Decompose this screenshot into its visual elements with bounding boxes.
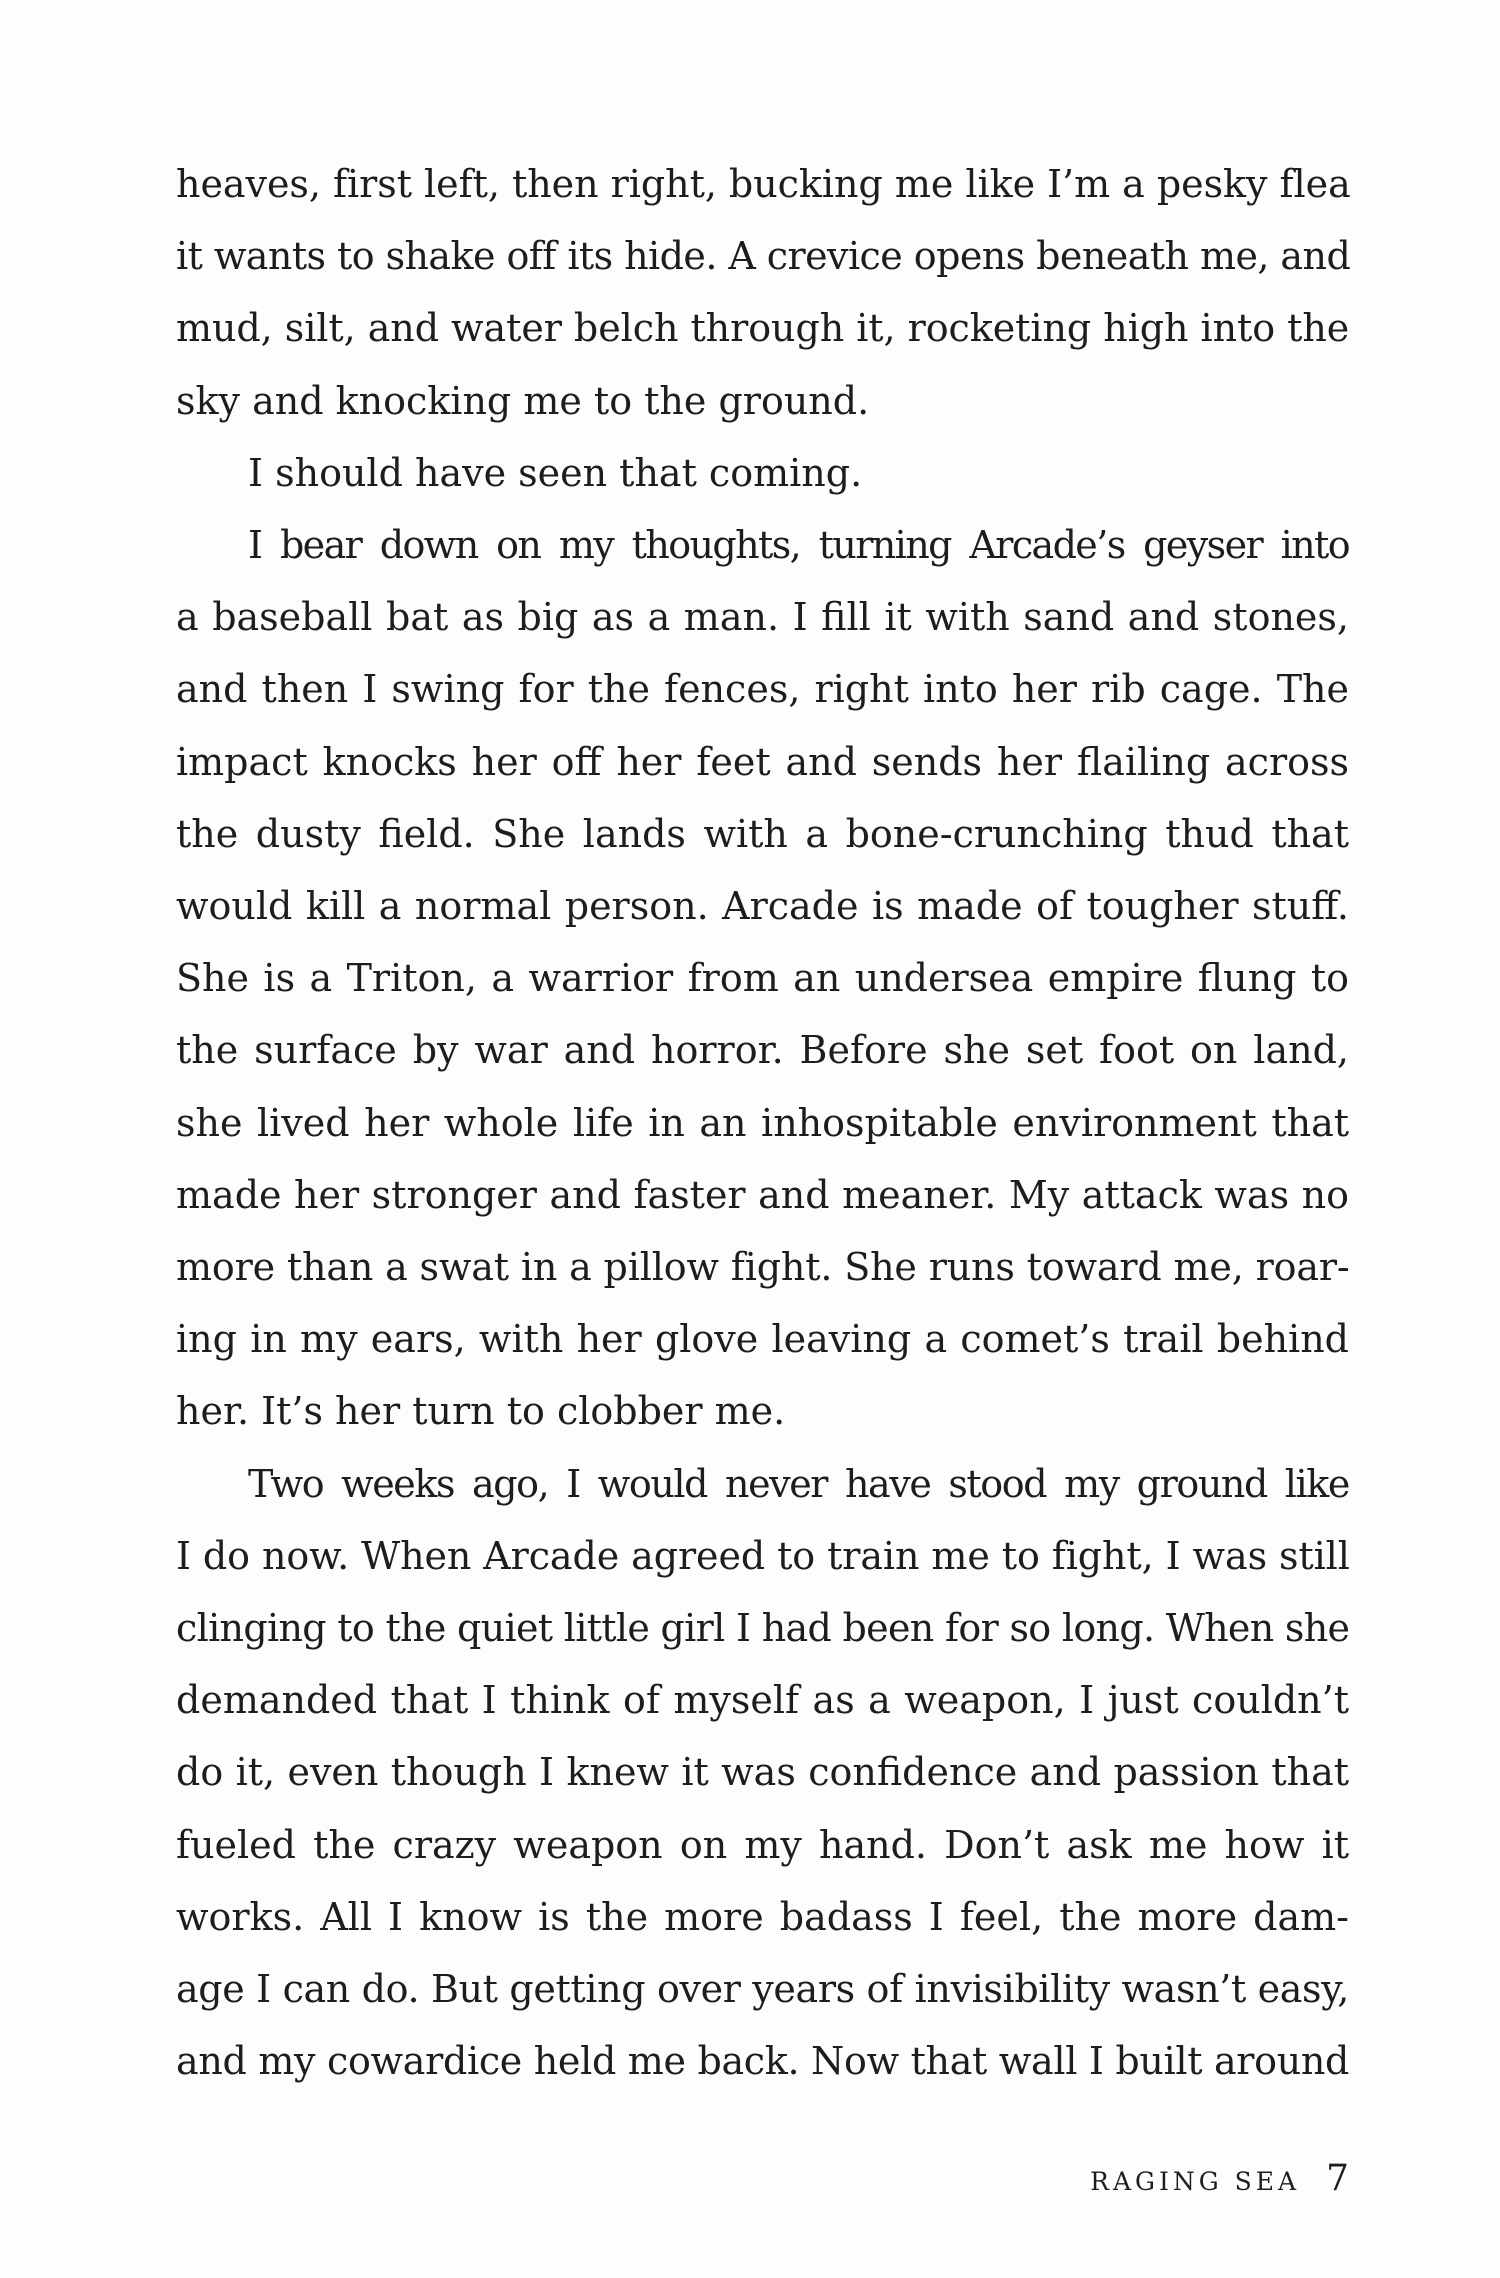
text-line: sky and knocking me to the ground. [176, 378, 870, 423]
text-line: do it, even though I knew it was confidence and passion that [176, 1750, 1349, 1795]
text-line: and my cowardice held me back. Now that wall I built around [176, 2039, 1350, 2084]
page-footer [1090, 2158, 1349, 2199]
text-line: fueled the crazy weapon on my hand. Don’t ask me how it [176, 1822, 1349, 1867]
text-line: clinging to the quiet little girl I had been for so long. When she [176, 1606, 1350, 1651]
text-line: Two weeks ago, I would never have stood my ground like [248, 1461, 1349, 1506]
text-line: impact knocks her off her feet and sends her flailing across [176, 739, 1349, 784]
text-line: a baseball bat as big as a man. I fill it with sand and stones, [176, 595, 1349, 640]
text-line: made her stronger and faster and meaner. My attack was no [176, 1172, 1349, 1217]
text-line: her. It’s her turn to clobber me. [176, 1389, 786, 1434]
paragraph [176, 148, 1349, 437]
text-line: and then I swing for the fences, right into her rib cage. The [176, 667, 1349, 712]
text-line: ing in my ears, with her glove leaving a comet’s trail behind [176, 1317, 1349, 1362]
text-line: I do now. When Arcade agreed to train me to fight, I was still [176, 1533, 1350, 1578]
text-line: demanded that I think of myself as a weapon, I just couldn’t [176, 1678, 1349, 1723]
text-line: I should have seen that coming. [248, 450, 863, 495]
paragraph [176, 1448, 1349, 2098]
text-line: she lived her whole life in an inhospitable environment that [176, 1100, 1349, 1145]
text-line: I bear down on my thoughts, turning Arcade’s geyser into [248, 523, 1349, 568]
text-line: the dusty field. She lands with a bone-crunching thud that [176, 811, 1349, 856]
body-text [176, 148, 1349, 2097]
running-title: RAGING SEA [1090, 2167, 1301, 2196]
text-line: the surface by war and horror. Before she set foot on land, [176, 1028, 1349, 1073]
text-line: it wants to shake off its hide. A crevice opens beneath me, and [176, 234, 1351, 279]
text-line: would kill a normal person. Arcade is made of tougher stuff. [176, 884, 1349, 929]
text-line: age I can do. But getting over years of invisibility wasn’t easy, [176, 1967, 1349, 2012]
text-line: mud, silt, and water belch through it, rocketing high into the [176, 306, 1350, 351]
paragraph [176, 509, 1349, 1448]
page-number: 7 [1326, 2158, 1349, 2199]
text-line: more than a swat in a pillow fight. She runs toward me, roar- [176, 1245, 1350, 1290]
paragraph [176, 437, 1349, 509]
text-line: heaves, first left, then right, bucking me like I’m a pesky flea [176, 162, 1351, 206]
text-line: She is a Triton, a warrior from an undersea empire flung to [176, 956, 1349, 1001]
text-line: works. All I know is the more badass I feel, the more dam- [176, 1894, 1349, 1939]
